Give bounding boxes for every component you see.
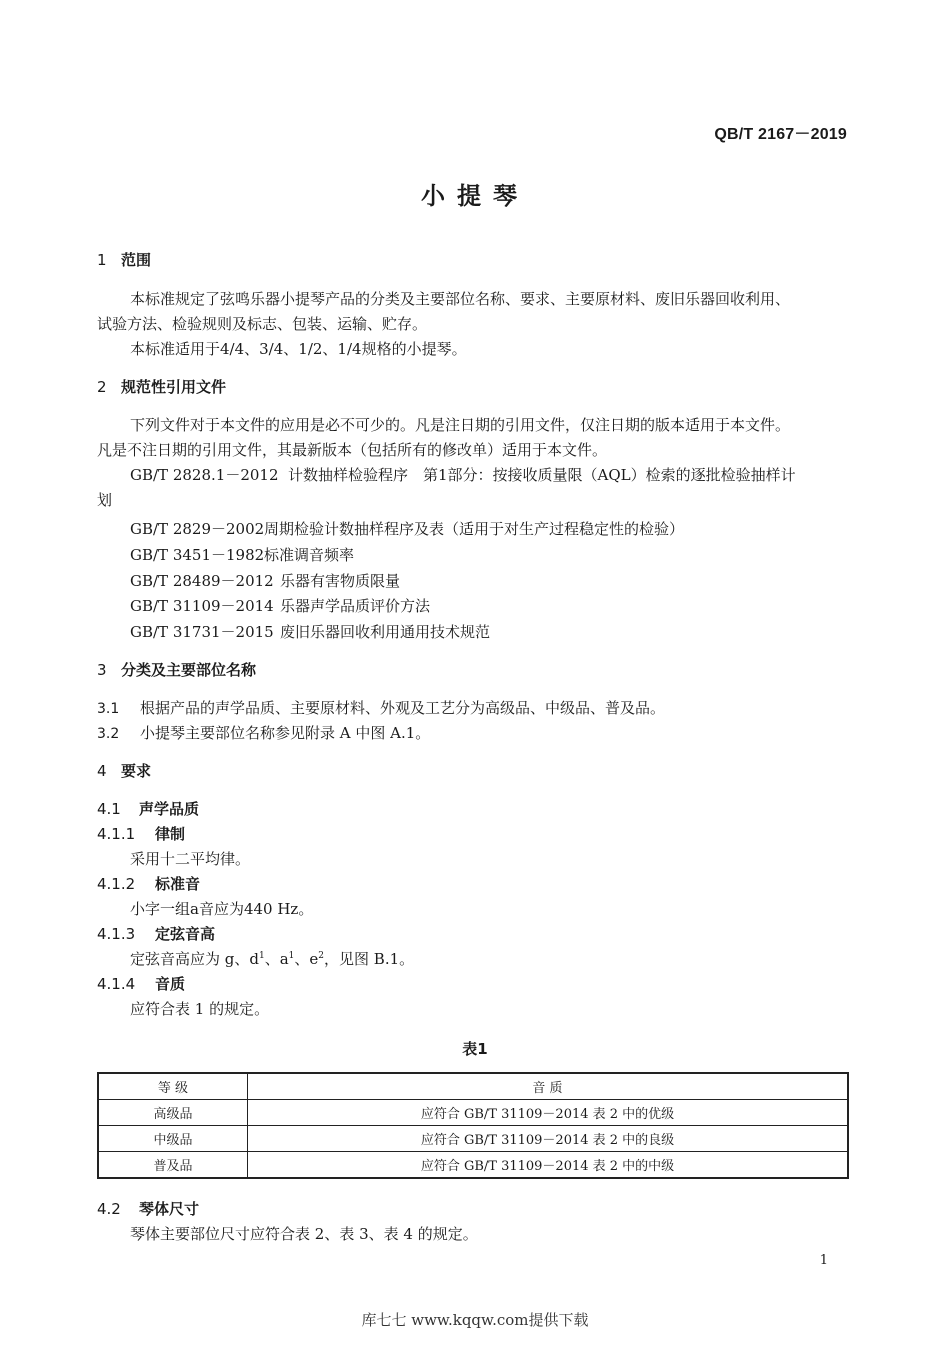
section-number: 4.1.2 [97,875,136,893]
reference-title: 废旧乐器回收利用通用技术规范 [280,623,491,641]
paragraph: 凡是不注日期的引用文件，其最新版本（包括所有的修改单）适用于本文件。 [97,441,608,459]
subsection-4-1-1-heading [97,823,185,844]
document-title: 小提琴 [421,182,529,210]
reference-title-continued: 划 [97,491,113,509]
table-row [98,1100,848,1126]
reference-code: GB/T 28489－2012 [130,572,274,590]
reference-code: GB/T 2829－2002 [130,520,265,538]
section-number: 4.1 [97,800,121,818]
reference-code: GB/T 31109－2014 [130,597,274,615]
section-number: 4.1.1 [97,825,136,843]
reference-title: 乐器有害物质限量 [280,572,401,590]
section-title: 定弦音高 [155,925,216,943]
section-title: 要求 [121,762,152,780]
clause-number: 3.1 [97,701,120,717]
grade-table [97,1072,849,1179]
grade-cell: 中级品 [98,1126,248,1152]
standard-code: QB/T 2167－2019 [714,126,847,143]
reference-item [130,518,684,539]
section-4-heading [97,760,151,781]
section-2-heading [97,376,226,397]
table-row [98,1126,848,1152]
section-number: 4.1.4 [97,975,136,993]
reference-code: GB/T 2828.1－2012 [130,466,279,484]
text-fragment: 、e [294,950,319,968]
reference-title: 标准调音频率 [264,546,355,564]
tuning-paragraph [130,948,414,969]
section-title: 分类及主要部位名称 [121,661,257,679]
subsection-4-1-4-heading [97,973,185,994]
table-header-row [98,1073,848,1100]
section-number: 4 [97,762,107,780]
superscript: 1 [258,951,265,961]
paragraph: 下列文件对于本文件的应用是必不可少的。凡是注日期的引用文件，仅注日期的版本适用于本文件。 [130,416,791,434]
clause-3-2 [97,722,430,743]
download-footer: 库七七 www.kqqw.com提供下载 [361,1311,589,1329]
grade-cell: 普及品 [98,1152,248,1179]
superscript: 2 [318,951,325,961]
reference-title: 计数抽样检验程序 第1部分：按接收质量限（AQL）检索的逐批检验抽样计 [288,466,796,484]
page-number: 1 [819,1253,828,1268]
text-fragment: 定弦音高应为 g、d [130,950,259,968]
section-title: 规范性引用文件 [121,378,227,396]
paragraph: 试验方法、检验规则及标志、包装、运输、贮存。 [97,315,428,333]
reference-title: 乐器声学品质评价方法 [280,597,431,615]
clause-text: 根据产品的声学品质、主要原材料、外观及工艺分为高级品、中级品、普及品。 [140,699,666,717]
section-title: 范围 [121,251,152,269]
section-number: 4.1.3 [97,925,136,943]
clause-3-1 [97,697,665,718]
subsection-4-1-2-heading [97,873,200,894]
section-number: 1 [97,251,107,269]
paragraph: 琴体主要部位尺寸应符合表 2、表 3、表 4 的规定。 [130,1225,478,1243]
section-3-heading [97,659,256,680]
text-fragment: 、a [264,950,289,968]
subsection-4-1-heading [97,798,199,819]
paragraph: 应符合表 1 的规定。 [130,1000,270,1018]
reference-code: GB/T 3451－1982 [130,546,265,564]
section-title: 琴体尺寸 [139,1200,200,1218]
reference-item [130,570,400,591]
reference-item [130,595,430,616]
section-title: 音质 [155,975,186,993]
section-number: 4.2 [97,1200,121,1218]
section-1-heading [97,249,151,270]
section-number: 3 [97,661,107,679]
reference-item [130,464,796,485]
paragraph: 本标准适用于4/4、3/4、1/2、1/4规格的小提琴。 [130,340,467,358]
quality-cell: 应符合 GB/T 31109－2014 表 2 中的中级 [248,1152,849,1179]
section-title: 标准音 [155,875,201,893]
subsection-4-2-heading [97,1198,199,1219]
quality-cell: 应符合 GB/T 31109－2014 表 2 中的良级 [248,1126,849,1152]
section-number: 2 [97,378,107,396]
text-fragment: ，见图 B.1。 [324,950,415,968]
reference-item [130,621,490,642]
quality-cell: 应符合 GB/T 31109－2014 表 2 中的优级 [248,1100,849,1126]
section-title: 声学品质 [139,800,200,818]
paragraph: 采用十二平均律。 [130,850,251,868]
paragraph: 小字一组a音应为440 Hz。 [130,900,314,918]
paragraph: 本标准规定了弦鸣乐器小提琴产品的分类及主要部位名称、要求、主要原材料、废旧乐器回收利用、 [130,290,791,308]
table-caption: 表1 [462,1040,488,1058]
reference-item [130,544,354,565]
column-header: 音 质 [248,1073,849,1100]
reference-title: 周期检验计数抽样程序及表（适用于对生产过程稳定性的检验） [264,520,685,538]
column-header: 等 级 [98,1073,248,1100]
superscript: 1 [288,951,295,961]
grade-cell: 高级品 [98,1100,248,1126]
reference-code: GB/T 31731－2015 [130,623,274,641]
section-title: 律制 [155,825,186,843]
clause-number: 3.2 [97,726,120,742]
table-row [98,1152,848,1179]
subsection-4-1-3-heading [97,923,215,944]
clause-text: 小提琴主要部位名称参见附录 A 中图 A.1。 [140,724,431,742]
